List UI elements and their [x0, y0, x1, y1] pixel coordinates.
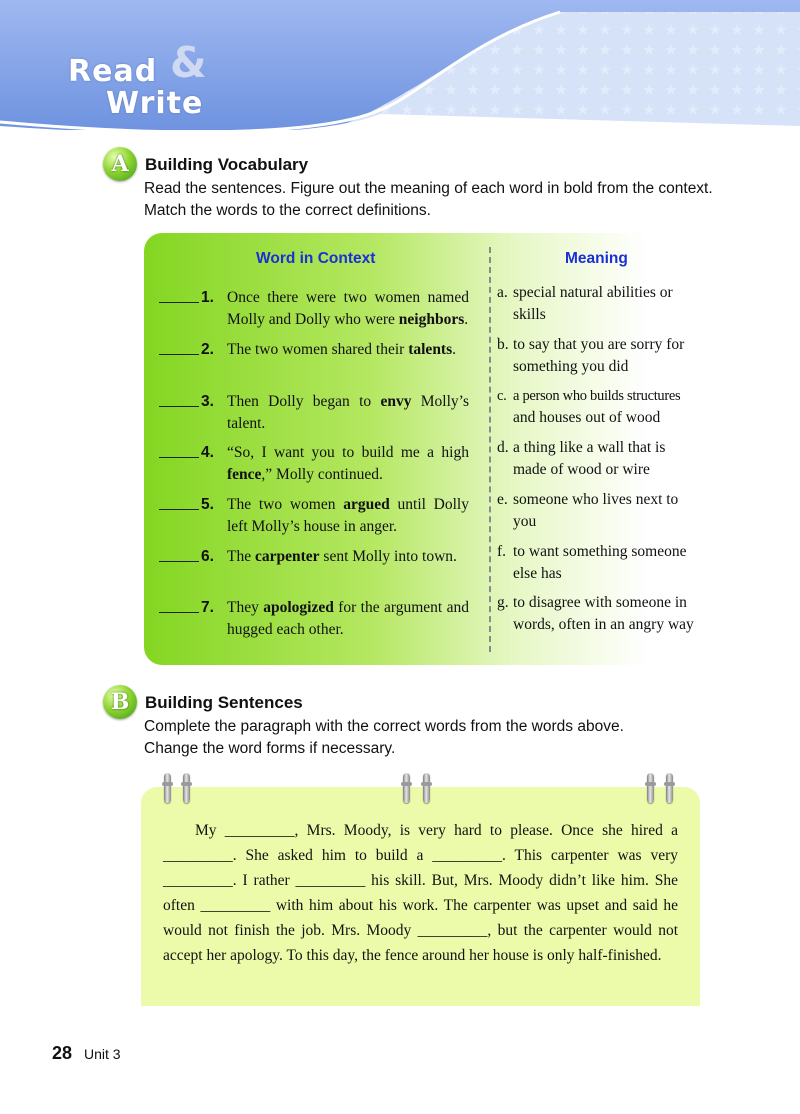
- section-a-badge: A: [103, 147, 137, 181]
- meaning-text: to disagree with someone in: [513, 594, 687, 611]
- logo-read-text: Read: [68, 54, 158, 89]
- item-text: Molly’s talent.: [227, 393, 469, 432]
- item-text: The: [227, 548, 255, 565]
- meaning-letter: e.: [497, 491, 508, 508]
- meaning-letter: c.: [497, 388, 507, 404]
- instruction-line: Complete the paragraph with the correct words from the words above.: [144, 718, 624, 735]
- bold-word: argued: [343, 496, 390, 513]
- meaning-text: made of wood or wire: [513, 461, 650, 478]
- item-number: 3.: [201, 393, 214, 410]
- meaning-letter: d.: [497, 439, 509, 456]
- item-text: sent Molly into town.: [319, 548, 457, 565]
- item-text: Then Dolly began to: [227, 393, 381, 410]
- binder-ring-icon: [423, 773, 430, 803]
- binder-ring-icon: [183, 773, 190, 803]
- bold-word: envy: [380, 393, 412, 410]
- meaning-text: someone who lives next to: [513, 491, 679, 508]
- binder-ring-icon: [403, 773, 410, 803]
- bold-word: talents: [408, 341, 453, 358]
- vocab-item: [159, 391, 469, 435]
- answer-blank[interactable]: [159, 406, 199, 407]
- meaning-text: you: [513, 513, 537, 530]
- logo-write-text: Write: [106, 86, 204, 121]
- item-number: 1.: [201, 289, 214, 306]
- meaning-text: a person who builds structures: [513, 388, 681, 404]
- item-number: 4.: [201, 444, 214, 461]
- section-b-badge: B: [103, 685, 137, 719]
- column-header-word-in-context: Word in Context: [256, 250, 376, 267]
- meaning-text: skills: [513, 306, 546, 323]
- item-text: “So, I want you to build me a high: [227, 444, 469, 461]
- meaning-item: [497, 282, 702, 326]
- meaning-text: and houses out of wood: [513, 409, 661, 426]
- vocab-item: [159, 546, 469, 568]
- meaning-text: special natural abilities or: [513, 284, 673, 301]
- item-text: .: [464, 311, 469, 328]
- bold-word: fence: [227, 466, 262, 483]
- binder-ring-icon: [666, 773, 673, 803]
- vocab-item: [159, 442, 469, 486]
- meaning-item: [497, 541, 702, 585]
- answer-blank[interactable]: [159, 509, 199, 510]
- section-b-instructions: [144, 716, 624, 760]
- item-number: 5.: [201, 496, 214, 513]
- answer-blank[interactable]: [159, 561, 199, 562]
- section-a-title: Building Vocabulary: [145, 155, 309, 174]
- item-text: The two women shared their: [227, 341, 409, 358]
- item-number: 7.: [201, 599, 214, 616]
- item-text: Once there were two women named Molly and Dolly who were: [227, 289, 469, 328]
- meaning-letter: g.: [497, 594, 509, 611]
- header-banner: [0, 0, 800, 130]
- answer-blank[interactable]: [159, 612, 199, 613]
- vocab-item: [159, 287, 469, 331]
- binder-ring-icon: [647, 773, 654, 803]
- section-b-title: Building Sentences: [145, 693, 303, 712]
- read-write-logo: [68, 38, 218, 121]
- meaning-text: something you did: [513, 358, 629, 375]
- meaning-item: [497, 437, 702, 481]
- item-text: .: [452, 341, 457, 358]
- page-number: 28: [52, 1043, 73, 1063]
- fill-in-paragraph: My _________, Mrs. Moody, is very hard to please. Once she hired a _________. She asked him to build a _________. This carpenter was very _________. I rather _________ his skill. But, Mrs. Moody didn’t like him. She often _________ with him about his work. The carpenter was upset and said he would not finish the job. Mrs. Moody _________, but the carpenter would not accept her apology. To this day, the fence around her house is only half-finished.: [163, 822, 678, 964]
- logo-ampersand: &: [170, 38, 207, 87]
- answer-blank[interactable]: [159, 302, 199, 303]
- section-a-instructions: [144, 178, 713, 222]
- meaning-item: [497, 334, 702, 378]
- meaning-text: to say that you are sorry for: [513, 336, 685, 353]
- vocab-item: [159, 494, 469, 538]
- answer-blank[interactable]: [159, 354, 199, 355]
- binder-ring-icon: [164, 773, 171, 803]
- meaning-item: [497, 385, 702, 429]
- unit-label: Unit 3: [84, 1046, 121, 1062]
- meaning-item: [497, 489, 702, 533]
- meaning-letter: f.: [497, 543, 507, 560]
- meaning-item: [497, 592, 702, 636]
- meaning-letter: b.: [497, 336, 509, 353]
- meaning-text: a thing like a wall that is: [513, 439, 666, 456]
- answer-blank[interactable]: [159, 457, 199, 458]
- instruction-line: Change the word forms if necessary.: [144, 740, 396, 757]
- vocab-item: [159, 339, 469, 361]
- item-number: 6.: [201, 548, 214, 565]
- column-divider: [489, 247, 491, 652]
- instruction-line: Read the sentences. Figure out the meaning of each word in bold from the context.: [144, 180, 713, 197]
- bold-word: carpenter: [254, 548, 320, 565]
- meaning-text: to want something someone: [513, 543, 687, 560]
- item-text: until Dolly left Molly’s house in anger.: [227, 496, 469, 535]
- item-text: for the argument and hugged each other.: [227, 599, 469, 638]
- meaning-text: words, often in an angry way: [513, 616, 694, 633]
- item-text: The two women: [227, 496, 344, 513]
- bold-word: apologized: [263, 599, 334, 616]
- instruction-line: Match the words to the correct definitions.: [144, 202, 431, 219]
- item-number: 2.: [201, 341, 214, 358]
- meaning-letter: a.: [497, 284, 508, 301]
- bold-word: neighbors: [398, 311, 465, 328]
- column-header-meaning: Meaning: [565, 250, 628, 267]
- vocab-item: [159, 597, 469, 641]
- meaning-text: else has: [513, 565, 562, 582]
- item-text: ,” Molly continued.: [261, 466, 383, 483]
- item-text: They: [227, 599, 264, 616]
